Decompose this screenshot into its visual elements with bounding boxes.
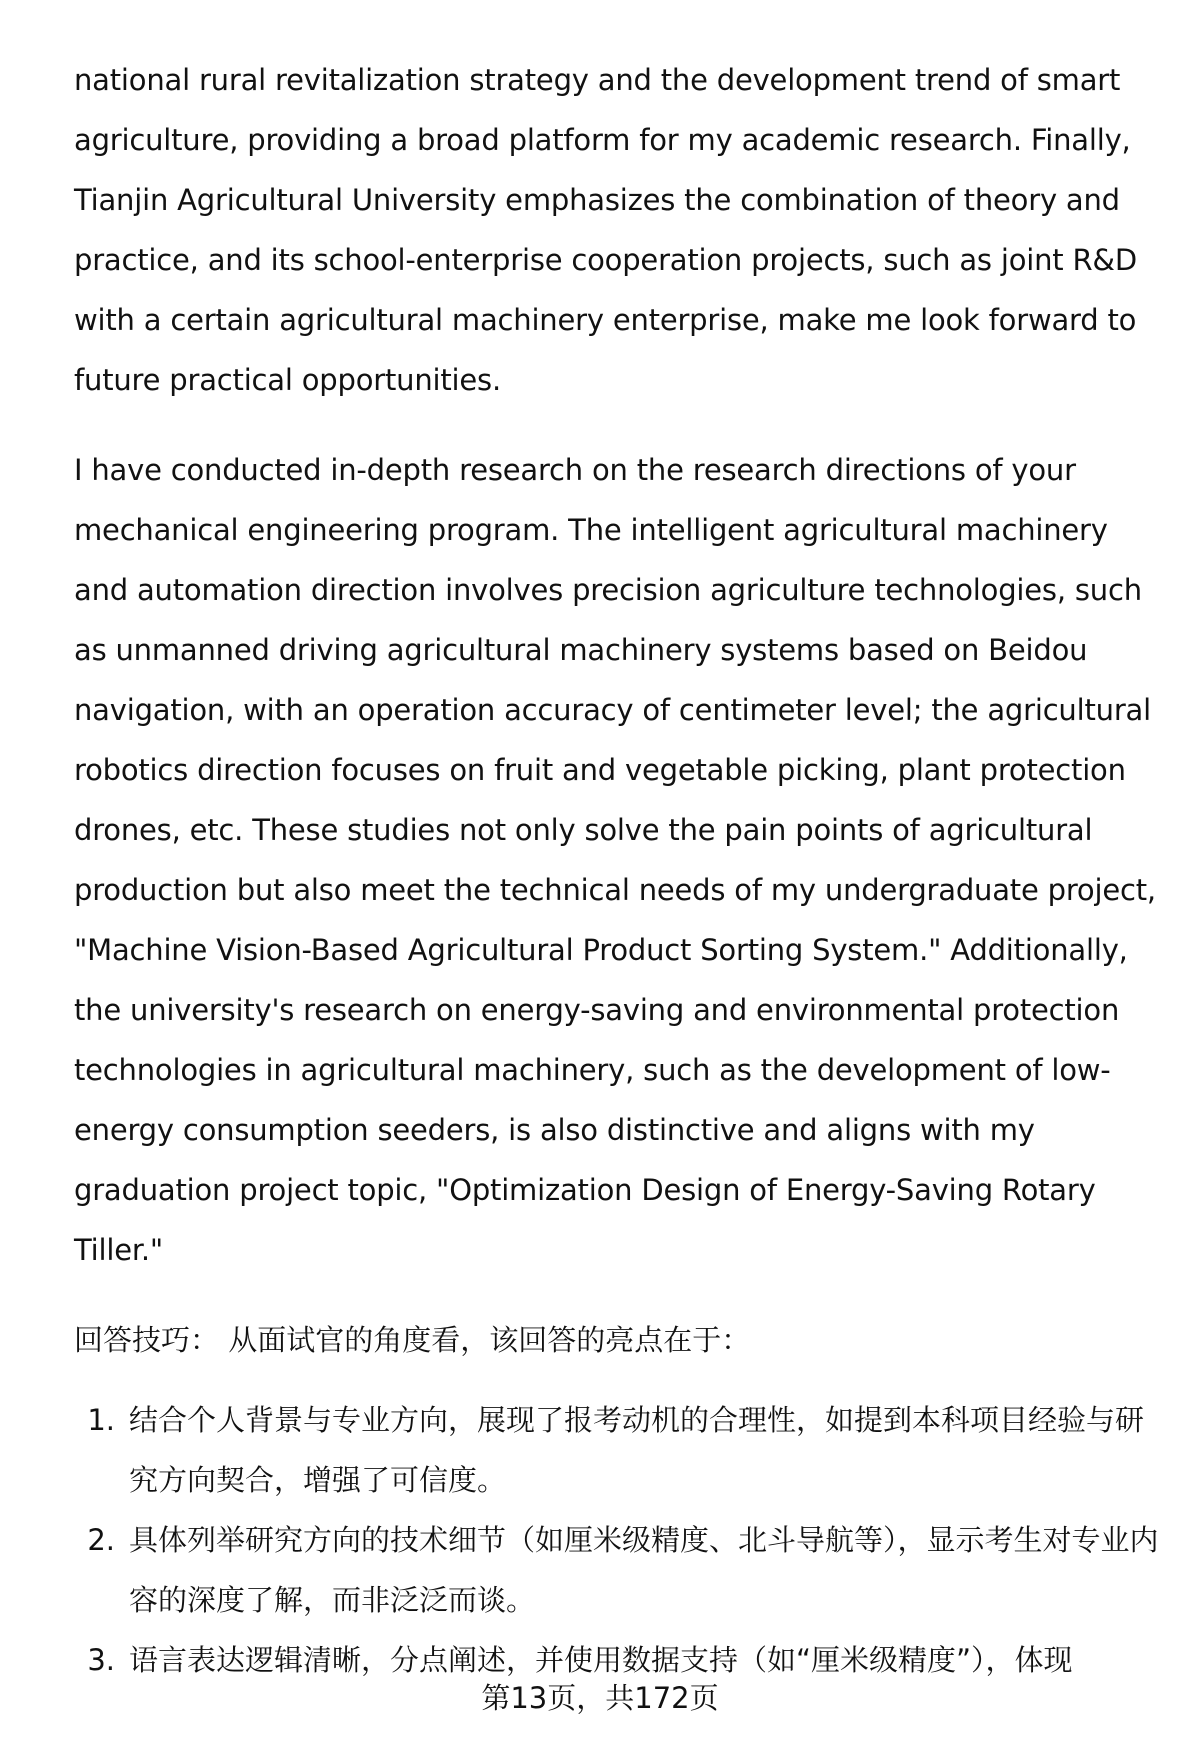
tips-item-number: 2. [87, 1523, 115, 1557]
page-number-footer: 第13页，共172页 [481, 1681, 719, 1715]
tips-item-2 [74, 1510, 1164, 1630]
body-paragraph-2: I have conducted in-depth research on the research directions of your mechanical engineering program. The intelligent agricultural machinery and automation direction involves precision agriculture technologies, such as unmanned driving agricultural machinery systems based on Beidou navigation, with an operation accuracy of centimeter level; the agricultural robotics direction focuses on fruit and vegetable picking, plant protection drones, etc. These studies not only solve the pain points of agricultural production but also meet the technical needs of my undergraduate project, "Machine Vision-Based Agricultural Product Sorting System." Additionally, the university's research on energy-saving and environmental protection technologies in agricultural machinery, such as the development of low-energy consumption seeders, is also distinctive and aligns with my graduation project topic, "Optimization Design of Energy-Saving Rotary Tiller." [74, 453, 1156, 1267]
tips-item-text: 结合个人背景与专业方向，展现了报考动机的合理性，如提到本科项目经验与研究方向契合，增强了可信度。 [129, 1403, 1145, 1497]
tips-title: 回答技巧： 从面试官的角度看，该回答的亮点在于： [74, 1323, 751, 1357]
tips-item-text: 具体列举研究方向的技术细节（如厘米级精度、北斗导航等），显示考生对专业内容的深度了解，而非泛泛而谈。 [129, 1523, 1159, 1617]
tips-item-number: 1. [87, 1403, 115, 1437]
tips-list [74, 1390, 1164, 1690]
body-paragraph-1: national rural revitalization strategy and the development trend of smart agriculture, providing a broad platform for my academic research. Finally, Tianjin Agricultural University emphasizes the combination of theory and practice, and its school-enterprise cooperation projects, such as joint R&D with a certain agricultural machinery enterprise, make me look forward to future practical opportunities. [74, 63, 1137, 397]
tips-item-number: 3. [87, 1643, 115, 1677]
tips-item-1 [74, 1390, 1164, 1510]
document-page [74, 50, 1164, 1690]
tips-item-text: 语言表达逻辑清晰，分点阐述，并使用数据支持（如“厘米级精度”），体现 [129, 1643, 1073, 1677]
